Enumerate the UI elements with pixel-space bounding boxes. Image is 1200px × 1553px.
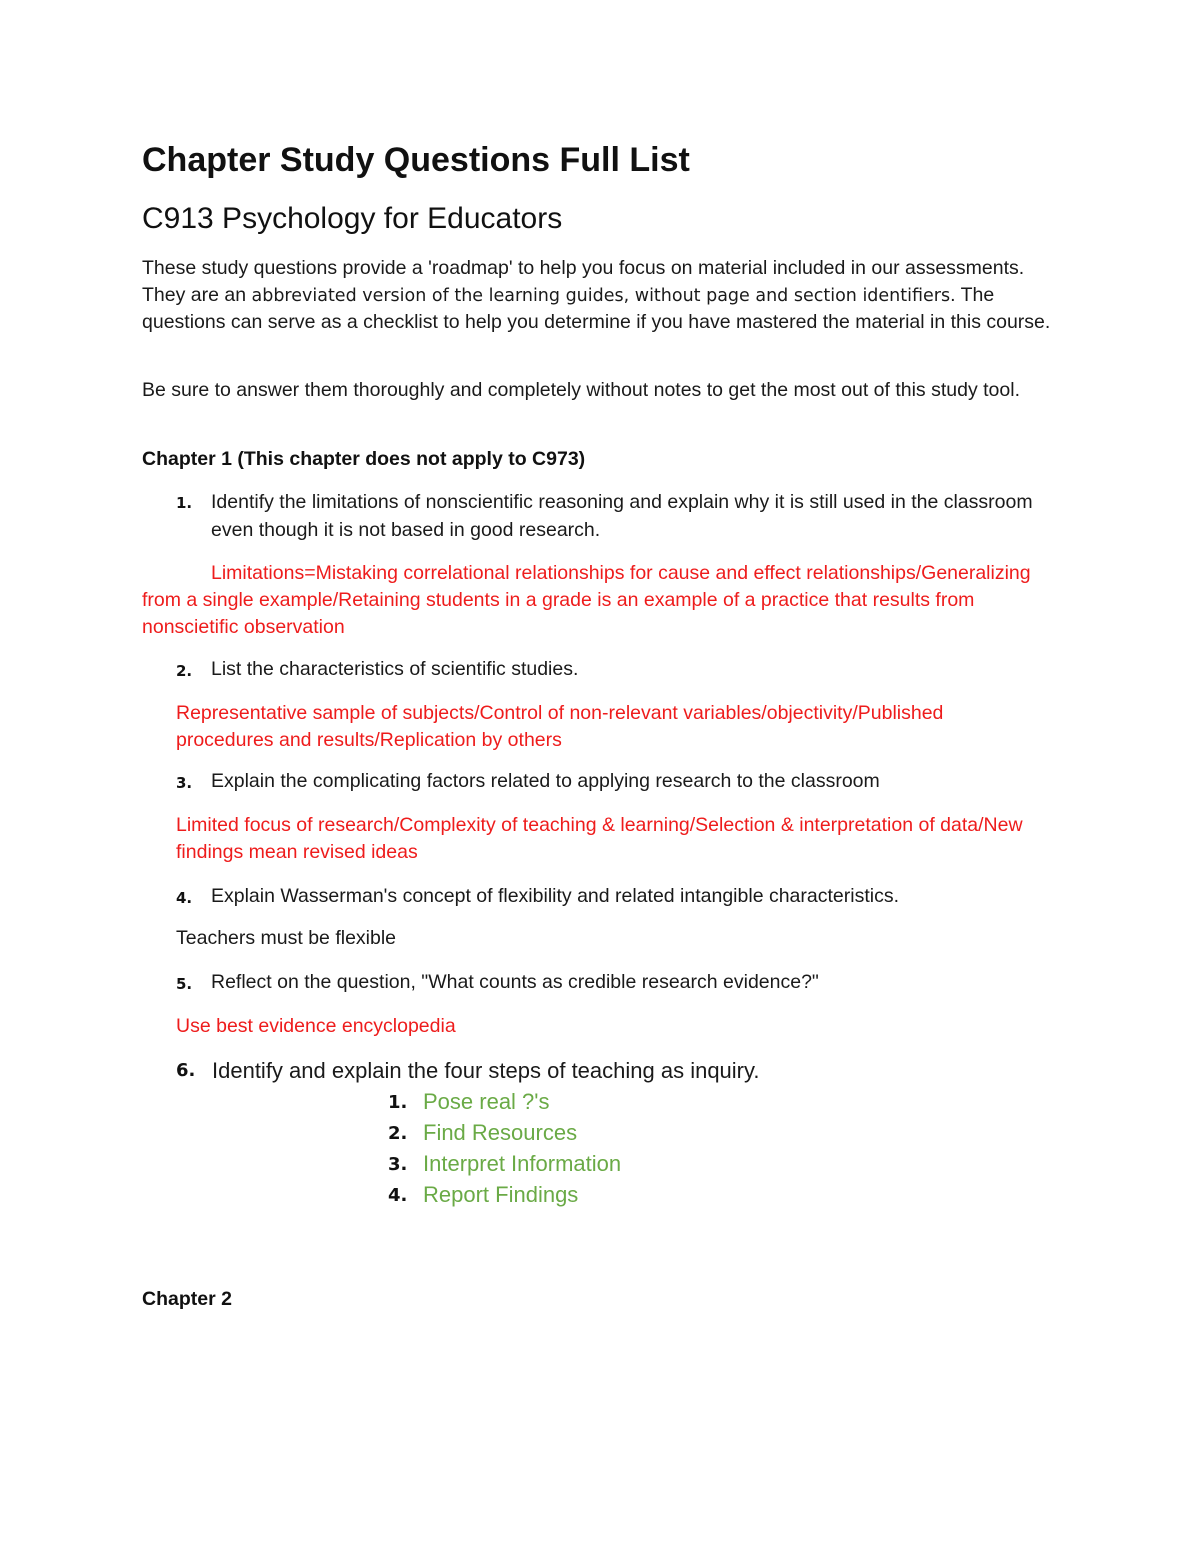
step-3-number: 3. [388,1154,408,1175]
step-2-number: 2. [388,1123,408,1144]
question-4-number: 4. [176,889,193,907]
question-1-text: Identify the limitations of nonscientific reasoning and explain why it is still used in the classroom even though it is not based in good research. [211,491,1033,541]
question-3-text: Explain the complicating factors related to applying research to the classroom [211,770,880,792]
answer-1-rest: relationships/Generalizing from a single example/Retaining students in a grade is an example of a practice that results from nonscietific observation [142,562,1031,638]
question-5-text: Reflect on the question, "What counts as credible research evidence?" [211,971,819,993]
question-5-number: 5. [176,975,193,993]
step-1-number: 1. [388,1092,408,1113]
intro-paragraph [142,255,1052,336]
intro-text-part2: abbreviated version of the learning guides, without page and section identifiers [251,285,951,306]
intro-text-part1: These study questions provide a 'roadmap' to help you focus on material included in our assessments. They are an [142,257,1025,306]
question-3-number: 3. [176,774,193,792]
step-1-text: Pose real ?'s [423,1089,550,1114]
step-4-number: 4. [388,1185,408,1206]
chapter-1-heading: Chapter 1 (This chapter does not apply to C973) [142,448,586,470]
answer-4: Teachers must be flexible [176,927,397,949]
question-2-text: List the characteristics of scientific studies. [211,658,579,680]
question-6-number: 6. [176,1060,196,1081]
answer-5: Use best evidence encyclopedia [176,1015,456,1037]
intro-paragraph-2: Be sure to answer them thoroughly and completely without notes to get the most out of this study tool. [142,379,1020,401]
answer-1-line1: Limitations=Mistaking correlational relationships for cause and effect [211,562,801,584]
question-1-number: 1. [176,494,193,512]
answer-1 [142,560,1072,641]
question-6-text: Identify and explain the four steps of teaching as inquiry. [212,1058,760,1083]
document-subtitle: C913 Psychology for Educators [142,202,563,235]
answer-2: Representative sample of subjects/Control of non-relevant variables/objectivity/Published procedures and results/Replication by others [176,702,944,751]
step-3-text: Interpret Information [423,1151,622,1176]
answer-3: Limited focus of research/Complexity of teaching & learning/Selection & interpretation of data/New findings mean revised ideas [176,814,1023,863]
document-title: Chapter Study Questions Full List [142,141,690,179]
intro-text-part3: . The questions can serve as a checklist to help you determine if you have mastered the material in this course. [142,283,1051,333]
chapter-2-heading: Chapter 2 [142,1288,232,1310]
step-4-text: Report Findings [423,1182,579,1207]
question-2-number: 2. [176,662,193,680]
step-2-text: Find Resources [423,1120,578,1145]
question-4-text: Explain Wasserman's concept of flexibility and related intangible characteristics. [211,885,899,907]
